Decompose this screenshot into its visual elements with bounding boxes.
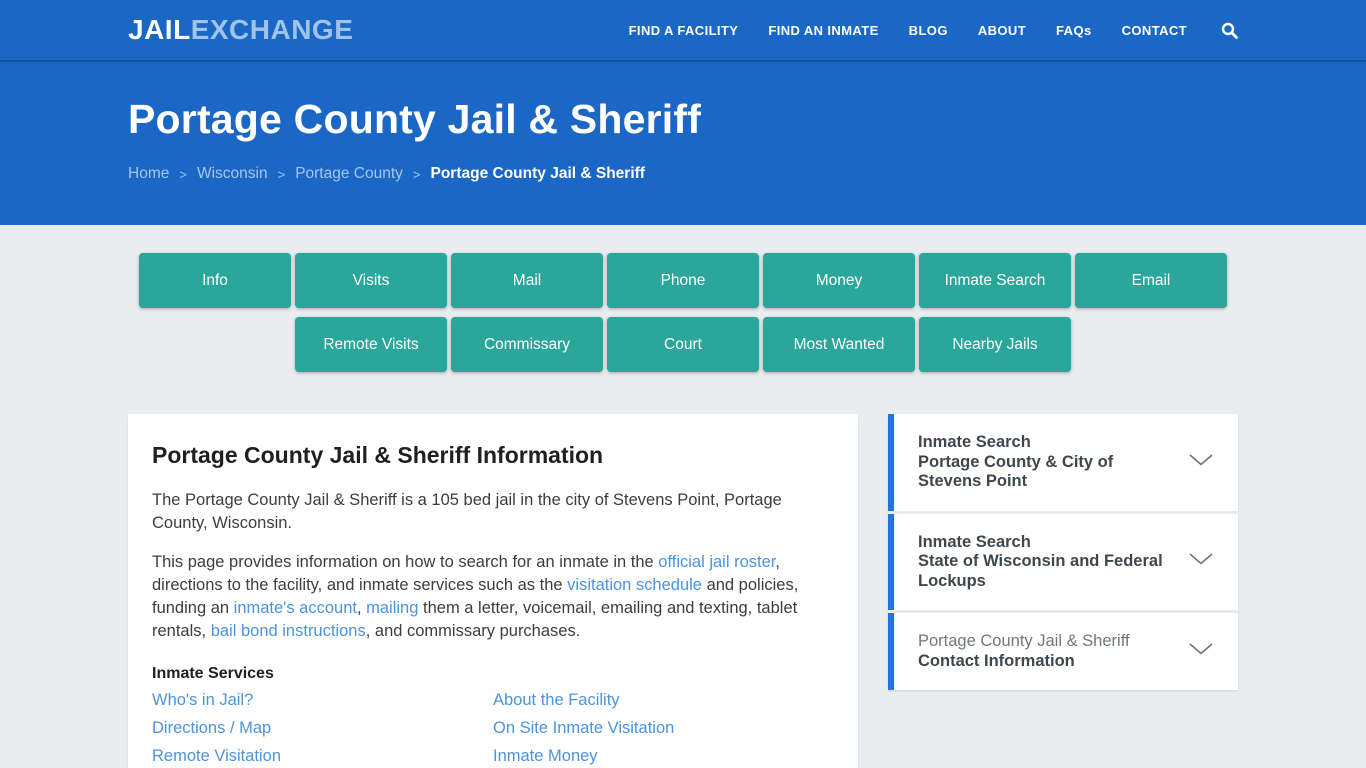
quick-link-info[interactable]: Info [139,253,291,308]
service-link-about-the-facility[interactable]: About the Facility [493,691,620,709]
nav-link-blog[interactable]: BLOG [908,22,948,38]
service-list-item [152,747,493,766]
logo-jail-text: JAIL [128,14,191,45]
inline-link-visitation-schedule[interactable]: visitation schedule [567,576,702,594]
nav-link-find-an-inmate[interactable]: FIND AN INMATE [768,22,879,38]
quick-link-court[interactable]: Court [607,317,759,372]
service-list-item [493,747,834,766]
service-link-directions-map[interactable]: Directions / Map [152,719,272,737]
breadcrumb-current-page: Portage County Jail & Sheriff [430,165,645,182]
nav-link-about[interactable]: ABOUT [977,22,1027,38]
quick-link-email[interactable]: Email [1075,253,1227,308]
site-logo[interactable] [128,14,353,46]
quick-link-phone[interactable]: Phone [607,253,759,308]
inline-link-bail-bond-instructions[interactable]: bail bond instructions [210,622,366,640]
top-navigation-bar [0,0,1366,62]
quick-links-grid [0,253,1366,372]
sidebar-card-2[interactable] [888,514,1238,611]
service-list-item [493,719,834,738]
quick-link-money[interactable]: Money [763,253,915,308]
facility-details-paragraph: This page provides information on how to search for an inmate in the official jail roster, directions to the facility, and inmate services such as the visitation schedule and policies, funding an inmate's account, mailing them a letter, voicemail, emailing and texting, tablet rentals, bail bond instructions, and commissary purchases. [152,553,799,640]
sidebar-card-title: Inmate Search [918,433,1031,451]
service-link-inmate-money[interactable]: Inmate Money [493,747,598,765]
service-list-item [152,691,493,710]
sidebar-card-subtitle: State of Wisconsin and Federal Lockups [918,552,1163,590]
inline-link-inmate-s-account[interactable]: inmate's account [233,599,357,617]
inmate-services-heading: Inmate Services [152,665,274,682]
logo-exchange-text: EXCHANGE [190,14,354,45]
breadcrumb-link-portage-county[interactable]: Portage County [295,165,403,182]
quick-link-remote-visits[interactable]: Remote Visits [295,317,447,372]
facility-info-card [128,414,858,768]
breadcrumb-link-wisconsin[interactable]: Wisconsin [196,165,268,182]
sidebar-card-divider [894,611,1238,612]
service-link-on-site-inmate-visitation[interactable]: On Site Inmate Visitation [493,719,675,737]
sidebar-card-subtitle: Portage County & City of Stevens Point [918,452,1114,490]
sidebar-card-subtitle: Contact Information [918,651,1075,670]
service-list-item [152,719,493,738]
main-navigation [629,22,1238,39]
facility-summary-paragraph: The Portage County Jail & Sheriff is a 105 bed jail in the city of Stevens Point, Portage County, Wisconsin. [152,491,782,532]
service-link-who-s-in-jail-[interactable]: Who's in Jail? [152,691,254,709]
search-button[interactable] [1221,22,1238,39]
chevron-down-icon[interactable] [1188,453,1214,472]
quick-link-commissary[interactable]: Commissary [451,317,603,372]
sidebar-card-text [918,533,1170,592]
breadcrumb-separator: > [179,166,187,182]
services-column-2 [493,691,834,768]
nav-link-contact[interactable]: CONTACT [1121,22,1187,38]
service-list-item [493,691,834,710]
search-icon [1221,22,1238,39]
sidebar-card-3[interactable] [888,613,1238,690]
facility-info-heading: Portage County Jail & Sheriff Information [152,442,604,468]
quick-link-mail[interactable]: Mail [451,253,603,308]
main-content-area [128,414,1238,768]
service-link-remote-visitation[interactable]: Remote Visitation [152,747,282,765]
inline-link-official-jail-roster[interactable]: official jail roster [658,553,776,571]
sidebar-card-divider [894,512,1238,513]
nav-link-faqs[interactable]: FAQs [1056,22,1092,38]
breadcrumb-separator: > [277,166,286,182]
sidebar-card-title: Inmate Search [918,532,1031,551]
quick-link-inmate-search[interactable]: Inmate Search [919,253,1071,308]
quick-link-nearby-jails[interactable]: Nearby Jails [919,317,1071,372]
quick-links-row-2 [0,317,1366,372]
inline-link-mailing[interactable]: mailing [366,599,419,617]
services-column-1 [152,691,493,768]
chevron-down-icon[interactable] [1188,642,1214,661]
sidebar-card-1[interactable] [888,414,1238,511]
quick-links-row-1 [0,253,1366,308]
sidebar-card-text [918,632,1170,671]
sidebar-card-text [918,433,1170,492]
inmate-services-links [152,691,834,768]
sidebar [888,414,1238,690]
breadcrumb-link-home[interactable]: Home [128,165,170,182]
chevron-down-icon[interactable] [1188,552,1214,571]
hero-section [0,62,1366,225]
quick-link-visits[interactable]: Visits [295,253,447,308]
breadcrumb [128,165,1238,183]
page-title: Portage County Jail & Sheriff [128,96,702,142]
quick-link-most-wanted[interactable]: Most Wanted [763,317,915,372]
nav-link-find-a-facility[interactable]: FIND A FACILITY [628,22,739,38]
breadcrumb-separator: > [412,166,421,182]
sidebar-card-title: Portage County Jail & Sheriff [918,632,1130,650]
